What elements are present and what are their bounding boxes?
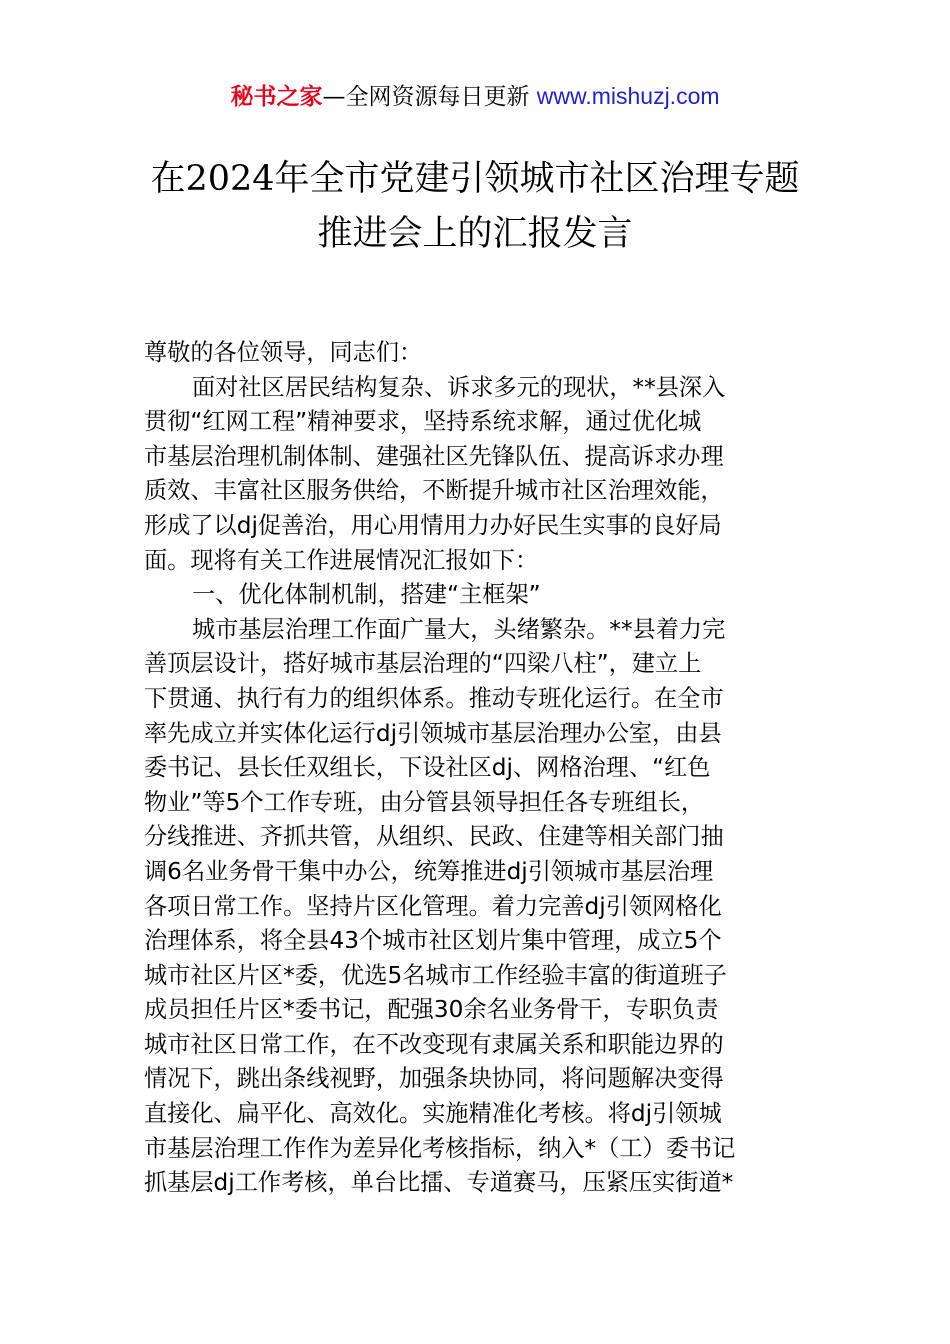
body-line: 率先成立并实体化运行dj引领城市基层治理办公室，由县 — [144, 719, 722, 747]
body-line: 分线推进、齐抓共管，从组织、民政、住建等相关部门抽 — [144, 823, 724, 851]
body-line: 调6名业务骨干集中办公，统筹推进dj引领城市基层治理 — [144, 857, 714, 885]
title-line: 在2024年全市党建引领城市社区治理专题 — [150, 159, 800, 199]
site-url[interactable]: www.mishuzj.com — [536, 83, 720, 109]
body-line: 直接化、扁平化、高效化。实施精准化考核。将dj引领城 — [144, 1100, 722, 1128]
body-line: 城市社区日常工作，在不改变现有隶属关系和职能边界的 — [144, 1030, 724, 1058]
body-line: 情况下，跳出条线视野，加强条块协同，将问题解决变得 — [144, 1065, 724, 1093]
body-line: 委书记、县长任双组长，下设社区dj、网格治理、“红色 — [144, 754, 711, 782]
body-line: 治理体系，将全县43个城市社区划片集中管理，成立5个 — [144, 927, 722, 955]
body-line: 善顶层设计，搭好城市基层治理的“四梁八柱”，建立上 — [144, 650, 702, 678]
site-brand: 秘书之家 — [230, 84, 323, 110]
body-line: 面。现将有关工作进展情况汇报如下： — [144, 546, 539, 574]
body-line: 贯彻“红网工程”精神要求，坚持系统求解，通过优化城 — [144, 408, 702, 436]
body-line: 面对社区居民结构复杂、诉求多元的现状，**县深入 — [192, 373, 726, 401]
body-line: 下贯通、执行有力的组织体系。推动专班化运行。在全市 — [144, 684, 724, 712]
document-title — [100, 152, 850, 262]
body-line: 质效、丰富社区服务供给，不断提升城市社区治理效能， — [144, 477, 724, 505]
body-line: 各项日常工作。坚持片区化管理。着力完善dj引领网格化 — [144, 892, 722, 920]
document-body — [144, 336, 809, 1201]
body-line: 抓基层dj工作考核，单台比擂、专道赛马，压紧压实街道* — [144, 1169, 734, 1197]
site-tagline: —全网资源每日更新 — [322, 84, 530, 110]
site-header — [0, 80, 950, 113]
body-line: 成员担任片区*委书记，配强30余名业务骨干，专职负责 — [144, 996, 719, 1024]
body-line: 物业”等5个工作专班，由分管县领导担任各专班组长， — [144, 788, 705, 816]
body-line: 形成了以dj促善治，用心用情用力办好民生实事的良好局 — [144, 511, 722, 539]
body-line: 市基层治理工作作为差异化考核指标，纳入*（工）委书记 — [144, 1134, 736, 1162]
salutation: 尊敬的各位领导，同志们： — [144, 339, 423, 366]
body-line: 城市社区片区*委，优选5名城市工作经验丰富的街道班子 — [144, 961, 727, 989]
body-line: 城市基层治理工作面广量大，头绪繁杂。**县着力完 — [192, 615, 726, 643]
body-line: 市基层治理机制体制、建强社区先锋队伍、提高诉求办理 — [144, 442, 724, 470]
title-line: 推进会上的汇报发言 — [317, 214, 633, 254]
section-heading: 一、优化体制机制，搭建“主框架” — [192, 581, 541, 609]
